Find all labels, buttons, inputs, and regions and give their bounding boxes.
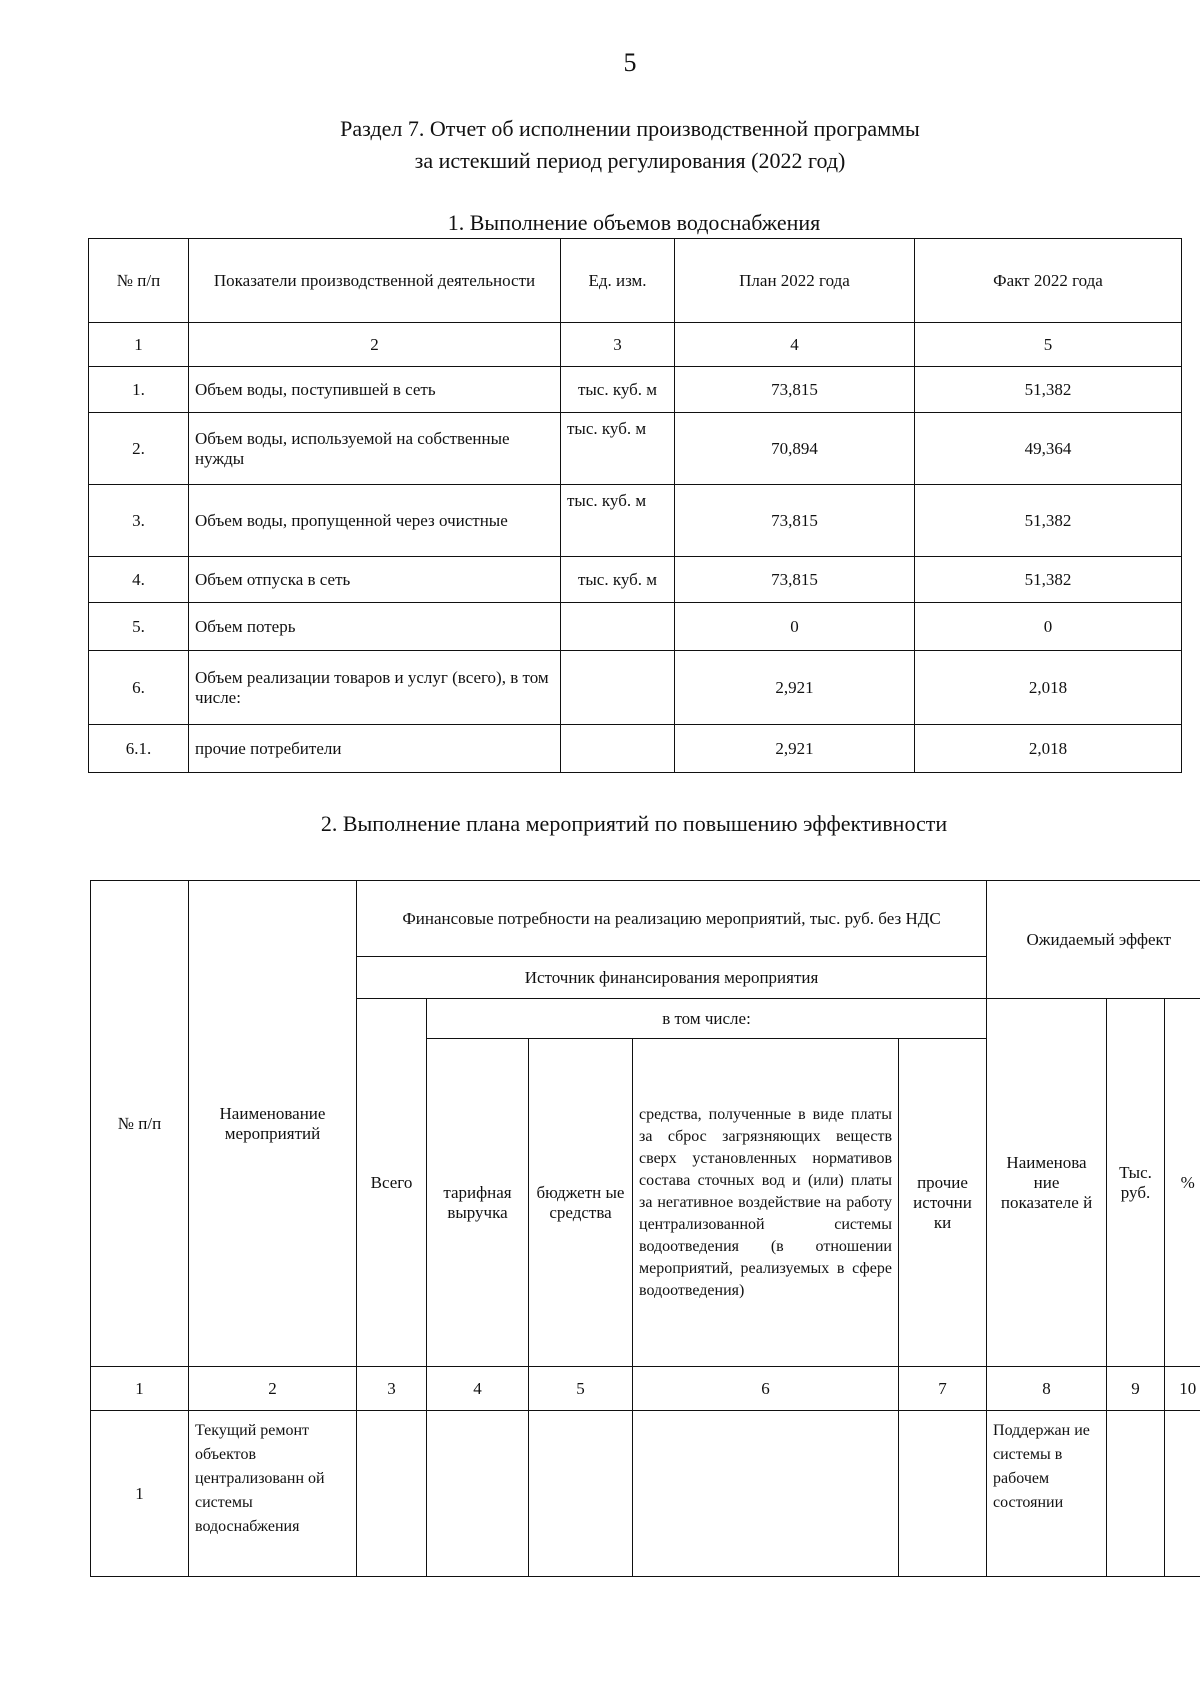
row-fact: 2,018 — [915, 651, 1182, 725]
row-name: Объем воды, пропущенной через очистные — [189, 485, 561, 557]
row-fact: 49,364 — [915, 413, 1182, 485]
row-num: 1. — [89, 367, 189, 413]
column-number-row — [91, 1367, 1200, 1411]
section2-heading: 2. Выполнение плана мероприятий по повышению эффективности — [320, 811, 948, 836]
col-number: 10 — [1165, 1367, 1200, 1411]
row-indicator: Поддержан ие системы в рабочем состоянии — [987, 1411, 1107, 1577]
row-name: Объем реализации товаров и услуг (всего), в том числе: — [189, 651, 561, 725]
row-fact: 51,382 — [915, 485, 1182, 557]
row-tariff — [427, 1411, 529, 1577]
table-row — [89, 651, 1182, 725]
row-unit — [561, 725, 675, 773]
header-pollution-fees: средства, полученные в виде платы за сброс загрязняющих веществ сверх установленных нормативов состава сточных вод и (или) платы за негативное воздействие на работу централизованной системы водоотведения (в отношении мероприятий, реализуемых в сфере водоотведения) — [633, 1039, 899, 1367]
row-unit — [561, 603, 675, 651]
col-number: 3 — [561, 323, 675, 367]
row-fact: 0 — [915, 603, 1182, 651]
row-name: прочие потребители — [189, 725, 561, 773]
row-plan: 2,921 — [675, 725, 915, 773]
row-plan: 2,921 — [675, 651, 915, 725]
row-rub — [1107, 1411, 1165, 1577]
header-fact: Факт 2022 года — [915, 239, 1182, 323]
table-row — [89, 485, 1182, 557]
row-name: Объем воды, используемой на собственные нужды — [189, 413, 561, 485]
row-num: 2. — [89, 413, 189, 485]
row-plan: 0 — [675, 603, 915, 651]
col-number: 9 — [1107, 1367, 1165, 1411]
table-header-row — [89, 239, 1182, 323]
header-measures: Наименование мероприятий — [189, 881, 357, 1367]
row-num: 6. — [89, 651, 189, 725]
row-measure-name: Текущий ремонт объектов централизованн ой системы водоснабжения — [189, 1411, 357, 1577]
header-indicator-name: Наименова ние показателе й — [987, 999, 1107, 1367]
row-fact: 51,382 — [915, 367, 1182, 413]
col-number: 2 — [189, 1367, 357, 1411]
row-percent — [1165, 1411, 1200, 1577]
row-unit: тыс. куб. м — [561, 413, 675, 485]
header-percent: % — [1165, 999, 1200, 1367]
row-other — [899, 1411, 987, 1577]
row-plan: 70,894 — [675, 413, 915, 485]
col-number: 2 — [189, 323, 561, 367]
col-number: 3 — [357, 1367, 427, 1411]
header-other-sources: прочие источни ки — [899, 1039, 987, 1367]
efficiency-measures-table — [90, 880, 1200, 1577]
header-thousand-rub: Тыс. руб. — [1107, 999, 1165, 1367]
row-unit: тыс. куб. м — [561, 485, 675, 557]
row-num: 5. — [89, 603, 189, 651]
row-fact: 51,382 — [915, 557, 1182, 603]
row-unit: тыс. куб. м — [561, 367, 675, 413]
col-number: 6 — [633, 1367, 899, 1411]
col-number: 5 — [529, 1367, 633, 1411]
water-supply-table — [88, 238, 1182, 773]
header-including: в том числе: — [427, 999, 987, 1039]
col-number: 4 — [427, 1367, 529, 1411]
report-title-line1: Раздел 7. Отчет об исполнении производственной программы — [340, 116, 920, 141]
row-name: Объем воды, поступившей в сеть — [189, 367, 561, 413]
col-number: 5 — [915, 323, 1182, 367]
row-fact: 2,018 — [915, 725, 1182, 773]
col-number: 1 — [89, 323, 189, 367]
row-fees — [633, 1411, 899, 1577]
table-row — [89, 367, 1182, 413]
header-financial-needs: Финансовые потребности на реализацию мероприятий, тыс. руб. без НДС — [357, 881, 987, 957]
table-row — [91, 1411, 1200, 1577]
col-number: 7 — [899, 1367, 987, 1411]
row-plan: 73,815 — [675, 367, 915, 413]
row-total — [357, 1411, 427, 1577]
header-tariff-revenue: тарифная выручка — [427, 1039, 529, 1367]
table-row — [89, 557, 1182, 603]
header-plan: План 2022 года — [675, 239, 915, 323]
header-indicator: Показатели производственной деятельности — [189, 239, 561, 323]
row-num: 4. — [89, 557, 189, 603]
section1-heading: 1. Выполнение объемов водоснабжения — [447, 210, 821, 235]
header-unit: Ед. изм. — [561, 239, 675, 323]
header-funding-source: Источник финансирования мероприятия — [357, 957, 987, 999]
header-row-fin — [91, 881, 1200, 957]
header-total: Всего — [357, 999, 427, 1367]
row-plan: 73,815 — [675, 485, 915, 557]
header-num: № п/п — [91, 881, 189, 1367]
table-row — [89, 413, 1182, 485]
col-number: 1 — [91, 1367, 189, 1411]
row-name: Объем потерь — [189, 603, 561, 651]
row-num: 3. — [89, 485, 189, 557]
table-row — [89, 603, 1182, 651]
header-expected-effect: Ожидаемый эффект — [987, 881, 1200, 999]
table-row — [89, 725, 1182, 773]
row-num: 1 — [91, 1411, 189, 1577]
page-number: 5 — [623, 48, 637, 77]
row-unit: тыс. куб. м — [561, 557, 675, 603]
row-plan: 73,815 — [675, 557, 915, 603]
header-num: № п/п — [89, 239, 189, 323]
header-budget-funds: бюджетн ые средства — [529, 1039, 633, 1367]
row-name: Объем отпуска в сеть — [189, 557, 561, 603]
col-number: 8 — [987, 1367, 1107, 1411]
column-number-row — [89, 323, 1182, 367]
row-unit — [561, 651, 675, 725]
row-budget — [529, 1411, 633, 1577]
col-number: 4 — [675, 323, 915, 367]
report-title-line2: за истекший период регулирования (2022 год) — [414, 148, 846, 173]
row-num: 6.1. — [89, 725, 189, 773]
